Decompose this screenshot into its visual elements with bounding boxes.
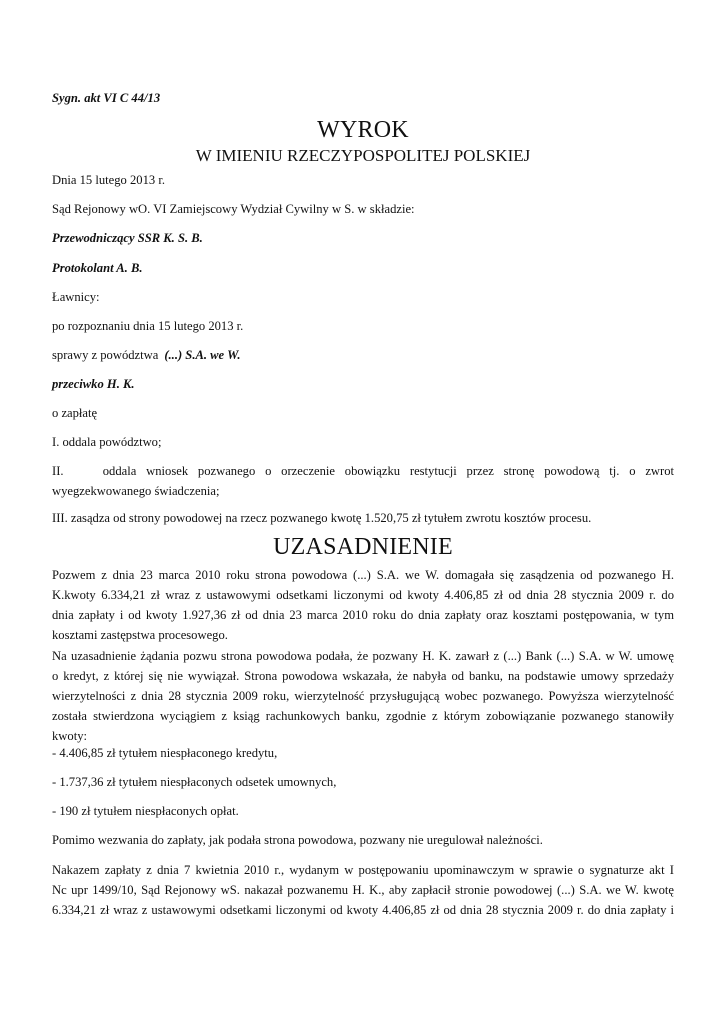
paragraph-line: dnia zapłaty i od kwoty 1.927,36 zł od dnia 23 marca 2010 roku do dnia zapłaty oraz kosztami postępowania, w tym: [52, 608, 674, 622]
justification-paragraph-4: [52, 860, 674, 920]
defendant: przeciwko H. K.: [52, 377, 135, 391]
ruling-2-line: II. oddala wniosek pozwanego o orzeczenie obowiązku restytucji przez stronę powodową tj. o zwrot: [52, 464, 674, 478]
paragraph-line: Nc upr 1499/10, Sąd Rejonowy wS. nakazał pozwanemu H. K., aby zapłacił stronie powodowej (...) S.A. we W. kwotę: [52, 883, 674, 897]
paragraph-line: 6.334,21 zł wraz z ustawowymi odsetkami liczonymi od kwoty 4.406,85 zł od dnia 28 stycznia 2009 r. do dnia zapłaty i: [52, 903, 674, 917]
paragraph-line: kosztami zastępstwa procesowego.: [52, 628, 228, 642]
paragraph-line: Nakazem zapłaty z dnia 7 kwietnia 2010 r., wydanym w postępowaniu upominawczym w sprawie o sygnaturze akt I: [52, 863, 674, 877]
paragraph-line: została stwierdzona wyciągiem z ksiąg rachunkowych banku, zgodnie z którym zobowiązanie pozwanego stanowiły: [52, 709, 674, 723]
verdict-date: Dnia 15 lutego 2013 r.: [52, 173, 165, 187]
ruling-point-2: [52, 461, 674, 501]
lay-judges: Ławnicy:: [52, 290, 100, 304]
case-prefix: sprawy z powództwa: [52, 348, 159, 362]
document-page: [52, 0, 674, 1024]
verdict-title: WYROK: [317, 117, 409, 143]
justification-paragraph-3: Pomimo wezwania do zapłaty, jak podała strona powodowa, pozwany nie uregulował należności.: [52, 833, 543, 847]
court-clerk: Protokolant A. B.: [52, 261, 143, 275]
paragraph-line: K.kwoty 6.334,21 zł wraz z ustawowymi odsetkami liczonymi od kwoty 4.406,85 zł od dnia 28 stycznia 2009 r. do: [52, 588, 674, 602]
ruling-point-3: III. zasądza od strony powodowej na rzecz pozwanego kwotę 1.520,75 zł tytułem zwrotu kosztów procesu.: [52, 511, 592, 525]
case-subject: o zapłatę: [52, 406, 98, 420]
plaintiff-name: (...) S.A. we W.: [164, 348, 241, 362]
paragraph-line: Pozwem z dnia 23 marca 2010 roku strona powodowa (...) S.A. we W. domagała się zasądzenia od pozwanego H.: [52, 568, 674, 582]
case-parties: [52, 346, 674, 364]
court-composition: Sąd Rejonowy wO. VI Zamiejscowy Wydział Cywilny w S. w składzie:: [52, 202, 415, 216]
paragraph-line: o kredyt, z której się nie wywiązał. Strona powodowa wskazała, że nabyła od banku, na podstawie umowy sprzedaży: [52, 669, 674, 683]
paragraph-line: kwoty:: [52, 729, 87, 743]
justification-title: UZASADNIENIE: [273, 534, 453, 560]
justification-paragraph-1: [52, 565, 674, 645]
paragraph-line: Na uzasadnienie żądania pozwu strona powodowa podała, że pozwany H. K. zawarł z (...) Bank (...) S.A. w W. umowę: [52, 649, 674, 663]
ruling-point-1: I. oddala powództwo;: [52, 435, 162, 449]
justification-paragraph-2: [52, 646, 674, 746]
claim-item-1: - 4.406,85 zł tytułem niespłaconego kredytu,: [52, 746, 278, 760]
presiding-judge: Przewodniczący SSR K. S. B.: [52, 231, 203, 245]
verdict-subtitle: W IMIENIU RZECZYPOSPOLITEJ POLSKIEJ: [195, 146, 531, 165]
claim-item-2: - 1.737,36 zł tytułem niespłaconych odsetek umownych,: [52, 775, 337, 789]
paragraph-line: wierzytelności z dnia 28 stycznia 2009 roku, wierzytelność przysługującą wobec pozwanego. Powyższa wierzytelność: [52, 689, 674, 703]
ruling-2-line: wyegzekwowanego świadczenia;: [52, 484, 220, 498]
claim-item-3: - 190 zł tytułem niespłaconych opłat.: [52, 804, 239, 818]
case-signature: Sygn. akt VI C 44/13: [52, 91, 161, 105]
hearing-date: po rozpoznaniu dnia 15 lutego 2013 r.: [52, 319, 244, 333]
